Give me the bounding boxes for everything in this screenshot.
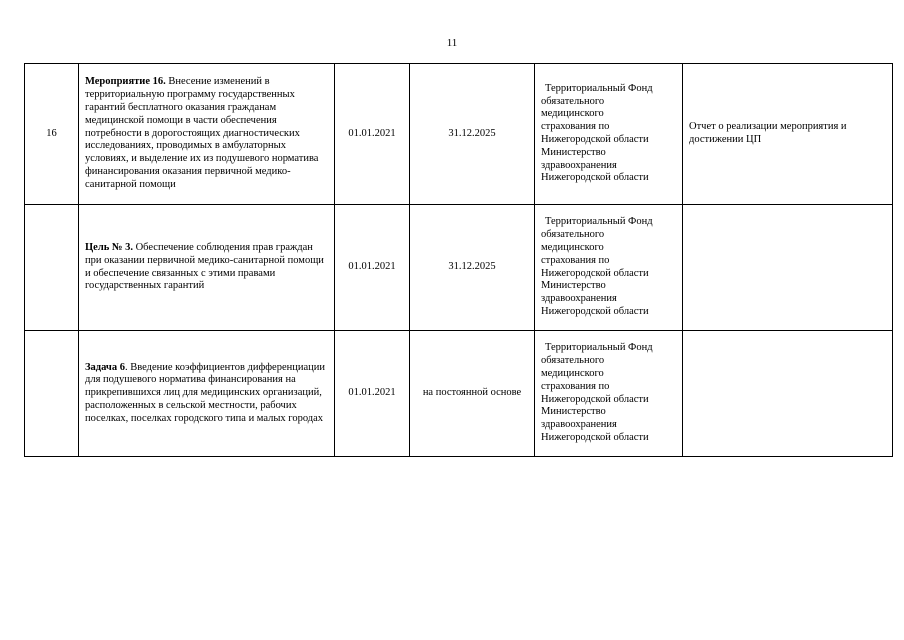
- executors-cell: [535, 205, 683, 331]
- measure-label: Мероприятие 16.: [85, 76, 166, 88]
- table-row: [25, 331, 893, 457]
- executor-line: Территориальный Фонд: [545, 342, 653, 354]
- result-cell: [683, 205, 893, 331]
- result-cell: Отчет о реализации мероприятия и достижении ЦП: [683, 64, 893, 205]
- executor-line: Территориальный Фонд: [545, 82, 653, 94]
- table-row: [25, 64, 893, 205]
- executor-line: Нижегородской области: [541, 172, 649, 184]
- program-table: [24, 63, 893, 457]
- executor-line: страхования по: [541, 121, 610, 133]
- end-date: на постоянной основе: [410, 331, 535, 457]
- goal-description: [79, 205, 335, 331]
- executors-cell: [535, 331, 683, 457]
- result-cell: [683, 331, 893, 457]
- executor-line: Нижегородской области: [541, 431, 649, 443]
- executors-cell: [535, 64, 683, 205]
- table-row: [25, 205, 893, 331]
- executor-line: Нижегородской области: [541, 393, 649, 405]
- goal-text: Обеспечение соблюдения прав граждан при оказании первичной медико-санитарной помощи и обеспечение связанных с этими правами государственных гарантий: [85, 241, 324, 292]
- executor-line: медицинского: [541, 241, 604, 253]
- goal-label: Цель № 3.: [85, 241, 133, 253]
- measure-text: Внесение изменений в территориальную программу государственных гарантий бесплатного оказания гражданам медицинской помощи в части обеспечения потребности в дорогостоящих диагностических исследованиях, проводимых в амбулаторных условиях, и выделение их из подушевого норматива финансирования оказания первичной медико-санитарной помощи: [85, 76, 319, 190]
- end-date: 31.12.2025: [410, 205, 535, 331]
- executor-line: Нижегородской области: [541, 305, 649, 317]
- executor-line: здравоохранения: [541, 159, 617, 171]
- executor-line: обязательного: [541, 229, 605, 241]
- executor-line: обязательного: [541, 355, 605, 367]
- executor-line: медицинского: [541, 367, 604, 379]
- row-number: 16: [25, 64, 79, 205]
- page-number: 11: [446, 37, 458, 49]
- executor-line: Территориальный Фонд: [545, 216, 653, 228]
- executor-line: медицинского: [541, 108, 604, 120]
- executor-line: здравоохранения: [541, 293, 617, 305]
- executor-line: Министерство: [541, 280, 606, 292]
- task-description: [79, 331, 335, 457]
- executor-line: Министерство: [541, 146, 606, 158]
- executor-line: страхования по: [541, 254, 610, 266]
- executor-line: Министерство: [541, 406, 606, 418]
- executor-line: Нижегородской области: [541, 134, 649, 145]
- executor-line: обязательного: [541, 95, 605, 107]
- executor-line: здравоохранения: [541, 419, 617, 431]
- start-date: 01.01.2021: [335, 205, 410, 331]
- task-label: Задача 6: [85, 361, 125, 373]
- row-number: [25, 205, 79, 331]
- executor-line: страхования по: [541, 380, 610, 392]
- measure-description: [79, 64, 335, 205]
- table-body: [25, 64, 893, 457]
- row-number: [25, 331, 79, 457]
- start-date: 01.01.2021: [335, 331, 410, 457]
- end-date: 31.12.2025: [410, 64, 535, 205]
- task-text: . Введение коэффициентов дифференциации для подушевого норматива финансирования на прикрепившихся лиц для медицинских организаций, расположенных в сельской местности, рабочих поселках, поселках городского типа и малых городах: [85, 361, 325, 424]
- executor-line: Нижегородской области: [541, 267, 649, 279]
- start-date: 01.01.2021: [335, 64, 410, 205]
